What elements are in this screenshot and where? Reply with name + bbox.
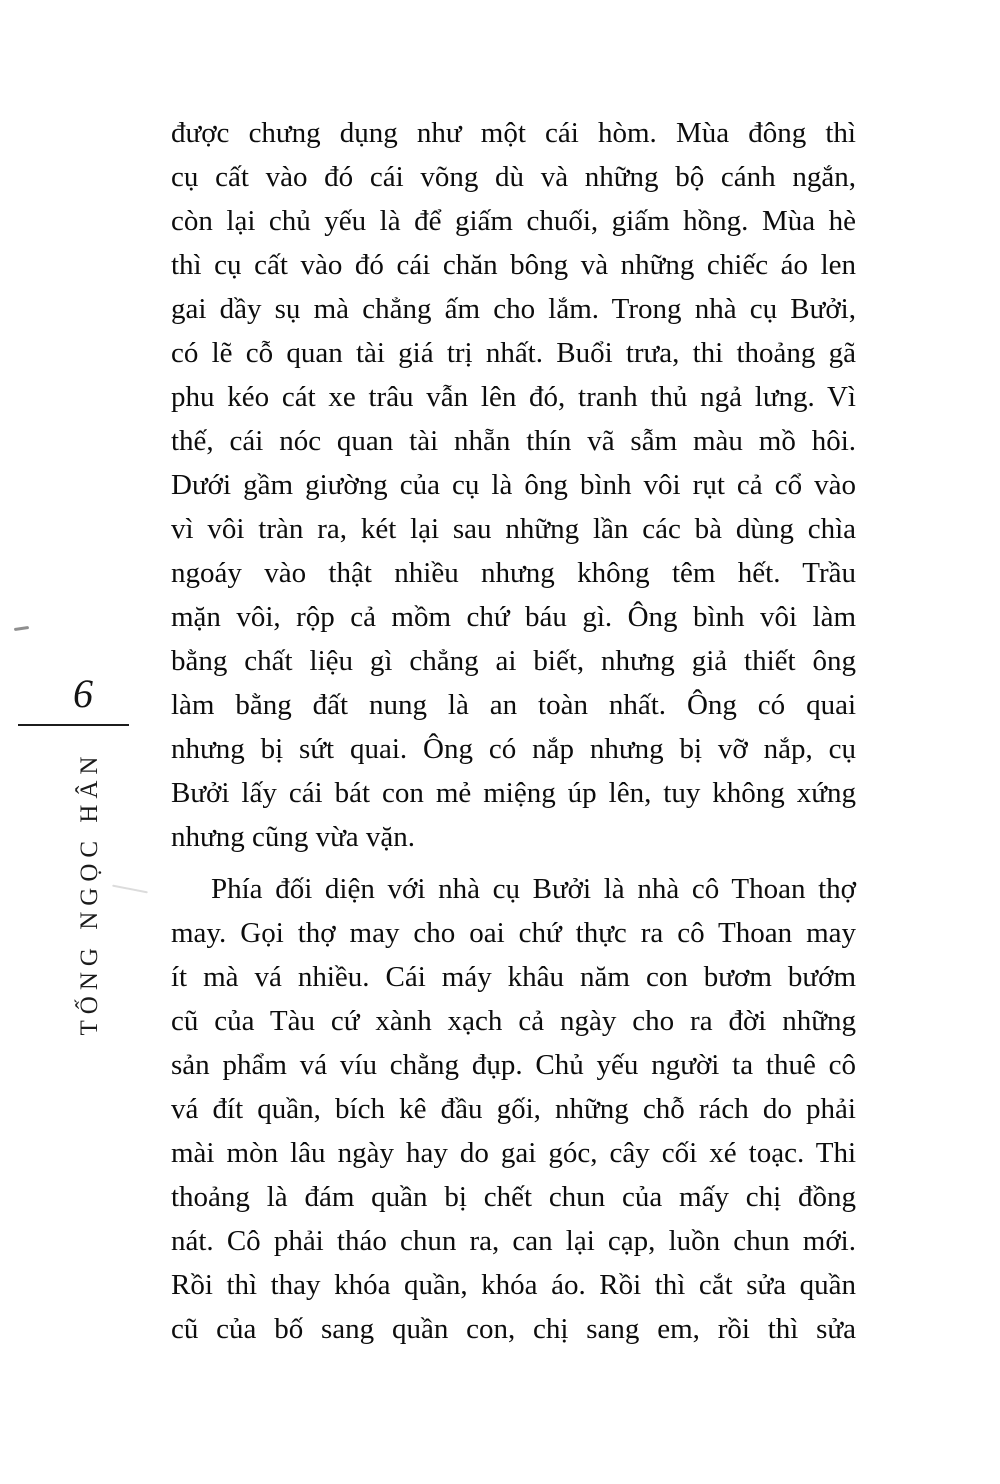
scan-artifact-dash — [14, 626, 29, 631]
text-line-paragraph-start: Phía đối diện với nhà cụ Bưởi là nhà cô Thoan thợ — [211, 873, 856, 905]
text-line: gai dầy sụ mà chẳng ấm cho lắm. Trong nhà cụ Bưởi, — [171, 293, 856, 325]
text-line: cụ cất vào đó cái võng dù và những bộ cánh ngắn, — [171, 161, 856, 193]
text-line: còn lại chủ yếu là để giấm chuối, giấm hồng. Mùa hè — [171, 205, 856, 237]
text-line: nhưng bị sứt quai. Ông có nắp nhưng bị vỡ nắp, cụ — [171, 733, 856, 765]
text-line: nát. Cô phải tháo chun ra, can lại cạp, luồn chun mới. — [171, 1225, 856, 1257]
text-line: cũ của Tàu cứ xành xạch cả ngày cho ra đời những — [171, 1005, 856, 1037]
text-line: cũ của bố sang quần con, chị sang em, rồi thì sửa — [171, 1313, 856, 1345]
text-line: bằng chất liệu gì chẳng ai biết, nhưng giả thiết ông — [171, 645, 856, 677]
text-line: mặn vôi, rộp cả mồm chứ báu gì. Ông bình vôi làm — [171, 601, 856, 633]
text-line: vá đít quần, bích kê đầu gối, những chỗ rách do phải — [171, 1093, 856, 1125]
text-line: sản phẩm vá víu chằng đụp. Chủ yếu người ta thuê cô — [171, 1049, 856, 1081]
text-line: thế, cái nóc quan tài nhẵn thín vã sẫm màu mồ hôi. — [171, 425, 856, 457]
text-line: Dưới gầm giường của cụ là ông bình vôi rụt cả cổ vào — [171, 469, 856, 501]
text-line: ít mà vá nhiều. Cái máy khâu năm con bươm bướm — [171, 961, 856, 993]
text-line: vì vôi tràn ra, két lại sau những lần các bà dùng chìa — [171, 513, 856, 545]
text-line: Rồi thì thay khóa quần, khóa áo. Rồi thì cắt sửa quần — [171, 1269, 856, 1301]
text-line-paragraph-end: nhưng cũng vừa vặn. — [171, 821, 416, 853]
text-line: Bưởi lấy cái bát con mẻ miệng úp lên, tuy không xứng — [171, 777, 856, 809]
page-number-rule — [18, 724, 129, 726]
text-line: ngoáy vào thật nhiều nhưng không têm hết. Trầu — [171, 557, 856, 589]
text-line: thoảng là đám quần bị chết chun của mấy chị đồng — [171, 1181, 856, 1213]
scan-artifact-smudge — [112, 885, 148, 894]
author-name-vertical: TỐNG NGỌC HÂN — [76, 750, 103, 1036]
text-line: thì cụ cất vào đó cái chăn bông và những chiếc áo len — [171, 249, 856, 281]
text-line: có lẽ cỗ quan tài giá trị nhất. Buổi trưa, thi thoảng gã — [171, 337, 856, 369]
page-number: 6 — [73, 671, 93, 716]
body-text — [171, 111, 856, 1351]
text-line: may. Gọi thợ may cho oai chứ thực ra cô Thoan may — [171, 917, 856, 949]
text-line: phu kéo cát xe trâu vẫn lên đó, tranh thủ ngả lưng. Vì — [171, 381, 856, 413]
text-line: được chưng dụng như một cái hòm. Mùa đông thì — [171, 117, 856, 149]
text-line: làm bằng đất nung là an toàn nhất. Ông có quai — [171, 689, 856, 721]
text-line: mài mòn lâu ngày hay do gai góc, cây cối xé toạc. Thi — [171, 1137, 856, 1169]
